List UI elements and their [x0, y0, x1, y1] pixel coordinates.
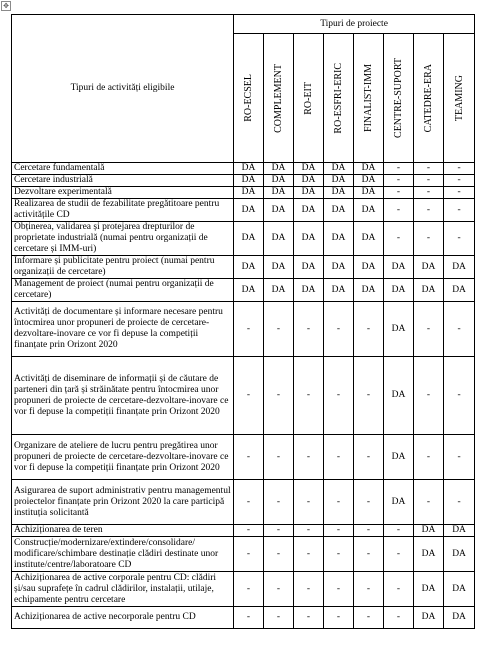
eligibility-cell: DA	[414, 279, 444, 302]
eligibility-cell: -	[324, 525, 354, 537]
eligibility-cell: DA	[414, 537, 444, 572]
eligibility-cell: -	[294, 480, 324, 525]
activity-cell: Activități de diseminare de informații și de căutare de parteneri din țară și străinătate pentru întocmirea unor propuneri de proiecte de cercetare-dezvoltare-inovare ce vor fi depuse la competiții finanțate prin Orizont 2020	[12, 357, 234, 435]
eligibility-cell: -	[444, 302, 475, 357]
eligibility-cell: -	[414, 302, 444, 357]
eligibility-cell: DA	[294, 279, 324, 302]
eligibility-cell: -	[384, 572, 414, 607]
table-row	[12, 435, 475, 480]
project-type-header: RO-ECSEL	[234, 34, 264, 163]
eligibility-cell: -	[234, 607, 264, 629]
table-row	[12, 175, 475, 187]
eligibility-cell: DA	[444, 572, 475, 607]
eligibility-cell: -	[324, 607, 354, 629]
eligibility-cell: -	[414, 480, 444, 525]
activity-cell: Management de proiect (numai pentru organizații de cercetare)	[12, 279, 234, 302]
activity-cell: Cercetare fundamentală	[12, 163, 234, 175]
eligibility-cell: DA	[324, 279, 354, 302]
eligibility-cell: DA	[324, 199, 354, 222]
eligibility-cell: DA	[324, 222, 354, 256]
activity-cell: Achiziționarea de active corporale pentru CD: clădiri și/sau suprafețe în cadrul clădirilor, instalații, utilaje, echipamente pentru cercetare	[12, 572, 234, 607]
eligibility-cell: -	[294, 537, 324, 572]
eligibility-cell: DA	[294, 199, 324, 222]
eligibility-cell: DA	[234, 187, 264, 199]
eligibility-cell: DA	[354, 187, 384, 199]
eligibility-cell: -	[414, 222, 444, 256]
eligibility-cell: DA	[324, 256, 354, 279]
eligibility-cell: -	[444, 435, 475, 480]
eligibility-cell: -	[264, 607, 294, 629]
eligibility-cell: DA	[264, 222, 294, 256]
eligibility-cell: DA	[354, 163, 384, 175]
table-row	[12, 163, 475, 175]
eligibility-cell: DA	[264, 199, 294, 222]
activity-cell: Cercetare industrială	[12, 175, 234, 187]
eligibility-cell: -	[444, 222, 475, 256]
eligibility-cell: DA	[234, 256, 264, 279]
eligibility-cell: DA	[324, 175, 354, 187]
eligibility-cell: DA	[234, 279, 264, 302]
eligibility-cell: -	[264, 572, 294, 607]
eligibility-cell: -	[414, 175, 444, 187]
eligibility-cell: -	[354, 607, 384, 629]
eligibility-cell: -	[444, 163, 475, 175]
activity-cell: Activități de documentare și informare necesare pentru întocmirea unor propuneri de proiecte de cercetare-dezvoltare-inovare ce vor fi depuse la competiții finanțate prin Orizont 2020	[12, 302, 234, 357]
eligibility-cell: -	[234, 525, 264, 537]
table-row	[12, 607, 475, 629]
eligibility-cell: -	[444, 187, 475, 199]
eligible-activities-table	[11, 14, 475, 629]
eligibility-cell: -	[384, 537, 414, 572]
eligibility-cell: DA	[354, 222, 384, 256]
eligibility-cell: -	[414, 187, 444, 199]
activity-cell: Organizare de ateliere de lucru pentru pregătirea unor propuneri de proiecte de cercetare-dezvoltare-inovare ce vor fi depuse la competiții finanțate prin Orizont 2020	[12, 435, 234, 480]
table-row	[12, 222, 475, 256]
eligibility-cell: -	[414, 435, 444, 480]
eligibility-cell: -	[384, 199, 414, 222]
table-row	[12, 480, 475, 525]
eligibility-cell: -	[384, 607, 414, 629]
activity-cell: Asigurarea de suport administrativ pentru managementul proiectelor finanțate prin Orizont 2020 la care participă instituția solicitantă	[12, 480, 234, 525]
eligibility-cell: DA	[324, 163, 354, 175]
eligibility-cell: DA	[354, 279, 384, 302]
eligibility-cell: DA	[234, 175, 264, 187]
eligibility-cell: -	[234, 302, 264, 357]
eligibility-cell: DA	[324, 187, 354, 199]
eligibility-cell: DA	[354, 199, 384, 222]
project-type-header: CENTRE-SUPORT	[384, 34, 414, 163]
table-row	[12, 256, 475, 279]
eligibility-cell: -	[234, 435, 264, 480]
eligibility-cell: -	[294, 435, 324, 480]
eligibility-cell: DA	[234, 163, 264, 175]
eligibility-cell: DA	[294, 175, 324, 187]
eligibility-cell: -	[234, 537, 264, 572]
eligibility-cell: -	[324, 572, 354, 607]
eligibility-cell: -	[234, 357, 264, 435]
eligibility-cell: -	[264, 480, 294, 525]
eligibility-cell: -	[324, 435, 354, 480]
activity-cell: Achiziționarea de teren	[12, 525, 234, 537]
project-type-header: TEAMING	[444, 34, 475, 163]
eligibility-cell: DA	[264, 163, 294, 175]
eligibility-cell: -	[264, 537, 294, 572]
eligibility-cell: -	[354, 525, 384, 537]
eligibility-cell: -	[384, 525, 414, 537]
eligibility-cell: DA	[444, 537, 475, 572]
eligibility-cell: -	[264, 302, 294, 357]
eligibility-cell: DA	[264, 279, 294, 302]
eligibility-cell: DA	[264, 187, 294, 199]
eligibility-cell: -	[384, 187, 414, 199]
eligibility-cell: DA	[384, 480, 414, 525]
project-type-header: FINALIST-IMM	[354, 34, 384, 163]
table-row	[12, 302, 475, 357]
activity-cell: Construcție/modernizare/extindere/consolidare/ modificare/schimbare destinație clădiri destinate unor institute/centre/laboratoare CD	[12, 537, 234, 572]
eligibility-cell: -	[234, 480, 264, 525]
table-row	[12, 537, 475, 572]
table-row	[12, 279, 475, 302]
eligibility-cell: DA	[294, 163, 324, 175]
project-type-header: RO-EIT	[294, 34, 324, 163]
eligibility-cell: -	[324, 357, 354, 435]
eligibility-cell: DA	[384, 256, 414, 279]
eligibility-cell: -	[324, 537, 354, 572]
table-row	[12, 199, 475, 222]
eligibility-cell: -	[264, 525, 294, 537]
eligibility-cell: -	[234, 572, 264, 607]
eligibility-cell: DA	[234, 199, 264, 222]
table-row	[12, 357, 475, 435]
eligibility-cell: -	[414, 163, 444, 175]
eligibility-cell: -	[414, 357, 444, 435]
activity-cell: Informare și publicitate pentru proiect (numai pentru organizații de cercetare)	[12, 256, 234, 279]
eligibility-cell: DA	[384, 302, 414, 357]
eligibility-cell: -	[294, 357, 324, 435]
eligibility-cell: -	[414, 199, 444, 222]
eligibility-cell: -	[294, 302, 324, 357]
eligibility-cell: DA	[354, 175, 384, 187]
activity-cell: Realizarea de studii de fezabilitate pregătitoare pentru activitățile CD	[12, 199, 234, 222]
activity-cell: Achiziționarea de active necorporale pentru CD	[12, 607, 234, 629]
eligibility-cell: DA	[264, 256, 294, 279]
activity-column-header: Tipuri de activități eligibile	[12, 15, 234, 163]
project-type-header: CATEDRE-ERA	[414, 34, 444, 163]
eligibility-cell: -	[384, 222, 414, 256]
project-type-header: COMPLEMENT	[264, 34, 294, 163]
eligibility-cell: -	[384, 163, 414, 175]
eligibility-cell: -	[444, 480, 475, 525]
table-row	[12, 525, 475, 537]
eligibility-cell: -	[324, 302, 354, 357]
eligibility-cell: DA	[414, 607, 444, 629]
eligibility-cell: DA	[384, 357, 414, 435]
eligibility-cell: -	[264, 435, 294, 480]
eligibility-cell: DA	[294, 256, 324, 279]
project-types-header: Tipuri de proiecte	[234, 15, 475, 34]
eligibility-cell: -	[444, 357, 475, 435]
eligibility-cell: DA	[354, 256, 384, 279]
eligibility-cell: DA	[444, 525, 475, 537]
eligibility-cell: DA	[384, 435, 414, 480]
eligibility-cell: -	[354, 302, 384, 357]
eligibility-cell: DA	[444, 256, 475, 279]
eligibility-cell: -	[354, 357, 384, 435]
eligibility-cell: -	[354, 537, 384, 572]
eligibility-cell: DA	[414, 572, 444, 607]
eligibility-cell: DA	[294, 187, 324, 199]
eligibility-cell: -	[354, 435, 384, 480]
eligibility-cell: -	[264, 357, 294, 435]
eligibility-cell: DA	[384, 279, 414, 302]
eligibility-cell: DA	[294, 222, 324, 256]
eligibility-cell: -	[294, 607, 324, 629]
eligibility-cell: DA	[444, 279, 475, 302]
eligibility-cell: DA	[414, 256, 444, 279]
eligibility-cell: -	[354, 480, 384, 525]
table-row	[12, 187, 475, 199]
eligibility-cell: -	[444, 175, 475, 187]
activity-cell: Dezvoltare experimentală	[12, 187, 234, 199]
eligibility-cell: DA	[444, 607, 475, 629]
table-move-handle-icon[interactable]: ✥	[1, 1, 11, 11]
activity-cell: Obținerea, validarea și protejarea drepturilor de proprietate industrială (numai pentru organizații de cercetare și IMM-uri)	[12, 222, 234, 256]
eligibility-cell: -	[294, 572, 324, 607]
eligibility-cell: -	[294, 525, 324, 537]
eligibility-cell: DA	[264, 175, 294, 187]
project-type-header: RO-ESFRI-ERIC	[324, 34, 354, 163]
eligibility-cell: DA	[414, 525, 444, 537]
eligibility-cell: -	[384, 175, 414, 187]
eligibility-cell: -	[324, 480, 354, 525]
eligibility-cell: -	[354, 572, 384, 607]
eligibility-cell: DA	[234, 222, 264, 256]
eligibility-cell: -	[444, 199, 475, 222]
table-row	[12, 572, 475, 607]
